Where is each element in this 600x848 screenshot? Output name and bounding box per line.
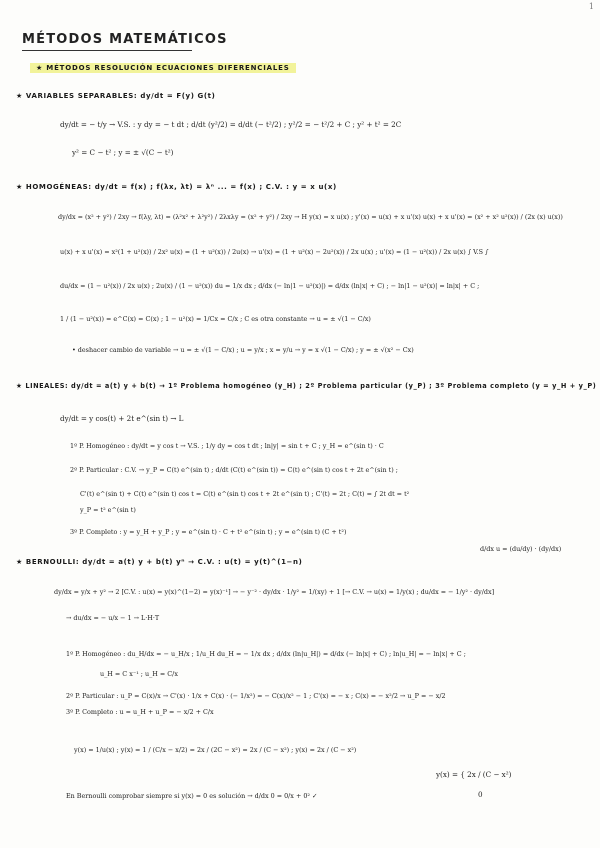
homogeneas-line: 1 / (1 − u²(x)) = e^C(x) = C(x) ; 1 − u²(x) = 1/Cx = C/x ; C es otra constante → u = ± √(1 − C/x) — [60, 315, 371, 323]
bernoulli-line: dy/dx = y/x + y² → 2 [C.V. : u(x) = y(x)^(1−2) = y(x)⁻¹] → − y⁻² · dy/dx · 1/y² = 1/(xy) + 1 [→ C.V. → u(x) = 1/y(x) ; du/dx = − 1/y² · dy/dx] — [54, 588, 495, 596]
homogeneas-line: • deshacer cambio de variable → u = ± √(1 − C/x) ; u = y/x ; x = y/u → y = x √(1 − C/x) ; y = ± √(x² − Cx) — [72, 346, 414, 354]
bernoulli-line: 3º P. Completo : u = u_H + u_P = − x/2 + C/x — [66, 708, 214, 716]
section-heading-homogeneas: ★ HOMOGÉNEAS: dy/dt = f(x) ; f(λx, λt) = λⁿ ... = f(x) ; C.V. : y = x u(x) — [16, 183, 337, 191]
separables-line: y² = C − t² ; y = ± √(C − t²) — [72, 148, 174, 157]
bernoulli-final-solution: 0 — [478, 790, 483, 799]
section-heading-lineales: ★ LINEALES: dy/dt = a(t) y + b(t) → 1º Problema homogéneo (y_H) ; 2º Problema particular (y_P) ; 3º Problema completo (y = y_H + y_P) — [16, 382, 597, 390]
section-heading-bernoulli: ★ BERNOULLI: dy/dt = a(t) y + b(t) yⁿ → C.V. : u(t) = y(t)^(1−n) — [16, 558, 303, 566]
bernoulli-line: → du/dx = − u/x − 1 → L·H·T — [66, 614, 160, 622]
bernoulli-side-note: d/dx u = (du/dy) · (dy/dx) — [480, 545, 562, 553]
title-underline — [22, 50, 192, 51]
page-corner-mark: 1 — [588, 2, 594, 11]
page-title: MÉTODOS MATEMÁTICOS — [22, 32, 228, 47]
lineales-line: dy/dt = y cos(t) + 2t e^(sin t) → L — [60, 414, 184, 423]
lineales-line: 3º P. Completo : y = y_H + y_P ; y = e^(sin t) · C + t² e^(sin t) ; y = e^(sin t) (C + t²) — [70, 528, 347, 536]
bernoulli-final-solution: y(x) = { 2x / (C − x²) — [436, 770, 512, 779]
bernoulli-line: y(x) = 1/u(x) ; y(x) = 1 / (C/x − x/2) = 2x / (2C − x²) = 2x / (C − x²) ; y(x) = 2x / (C − x²) — [74, 746, 357, 754]
separables-line: dy/dt = − t/y → V.S. : y dy = − t dt ; d/dt (y²/2) = d/dt (− t²/2) ; y²/2 = − t²/2 + C ; y² + t² = 2C — [60, 120, 402, 129]
lineales-line: C'(t) e^(sin t) + C(t) e^(sin t) cos t = C(t) e^(sin t) cos t + 2t e^(sin t) ; C'(t) = 2t ; C(t) = ∫ 2t dt = t² — [80, 490, 410, 498]
homogeneas-line: dy/dx = (x² + y²) / 2xy → f(λy, λt) = (λ²x² + λ²y²) / 2λxλy = (x² + y²) / 2xy → H y(x) = x u(x) ; y'(x) = u(x) + x u'(x) u(x) + x u'(x) = (x² + x² u²(x)) / (2x (x) u(x)) — [58, 213, 563, 221]
lineales-line: 2º P. Particular : C.V. → y_P = C(t) e^(sin t) ; d/dt (C(t) e^(sin t)) = C(t) e^(sin t) cos t + 2t e^(sin t) ; — [70, 466, 398, 474]
section-heading-separables: ★ VARIABLES SEPARABLES: dy/dt = F(y) G(t) — [16, 92, 216, 100]
homogeneas-line: du/dx = (1 − u²(x)) / 2x u(x) ; 2u(x) / (1 − u²(x)) du = 1/x dx ; d/dx (− ln|1 − u²(x)|) = d/dx (ln|x| + C) ; − ln|1 − u²(x)| = ln|x| + C ; — [60, 282, 480, 290]
bernoulli-line: u_H = C x⁻¹ ; u_H = C/x — [100, 670, 178, 678]
bernoulli-line: 1º P. Homogéneo : du_H/dx = − u_H/x ; 1/u_H du_H = − 1/x dx ; d/dx (ln|u_H|) = d/dx (− ln|x| + C) ; ln|u_H| = − ln|x| + C ; — [66, 650, 466, 658]
homogeneas-line: u(x) + x u'(x) = x²(1 + u²(x)) / 2x² u(x) = (1 + u²(x)) / 2u(x) → u'(x) = (1 + u²(x) − 2u²(x)) / 2x u(x) ; u'(x) = (1 − u²(x)) / 2x u(x) ∫ V.S ∫ — [60, 248, 489, 256]
highlighted-heading: ★ MÉTODOS RESOLUCIÓN ECUACIONES DIFERENCIALES — [30, 63, 296, 73]
bernoulli-line: 2º P. Particular : u_P = C(x)/x → C'(x) · 1/x + C(x) · (− 1/x²) = − C(x)/x² − 1 ; C'(x) = − x ; C(x) = − x²/2 → u_P = − x/2 — [66, 692, 446, 700]
lineales-line: y_P = t² e^(sin t) — [80, 506, 136, 514]
bernoulli-line: En Bernoulli comprobar siempre si y(x) = 0 es solución → d/dx 0 = 0/x + 0² ✓ — [66, 792, 318, 800]
lineales-line: 1º P. Homogéneo : dy/dt = y cos t → V.S. ; 1/y dy = cos t dt ; ln|y| = sin t + C ; y_H = e^(sin t) · C — [70, 442, 384, 450]
